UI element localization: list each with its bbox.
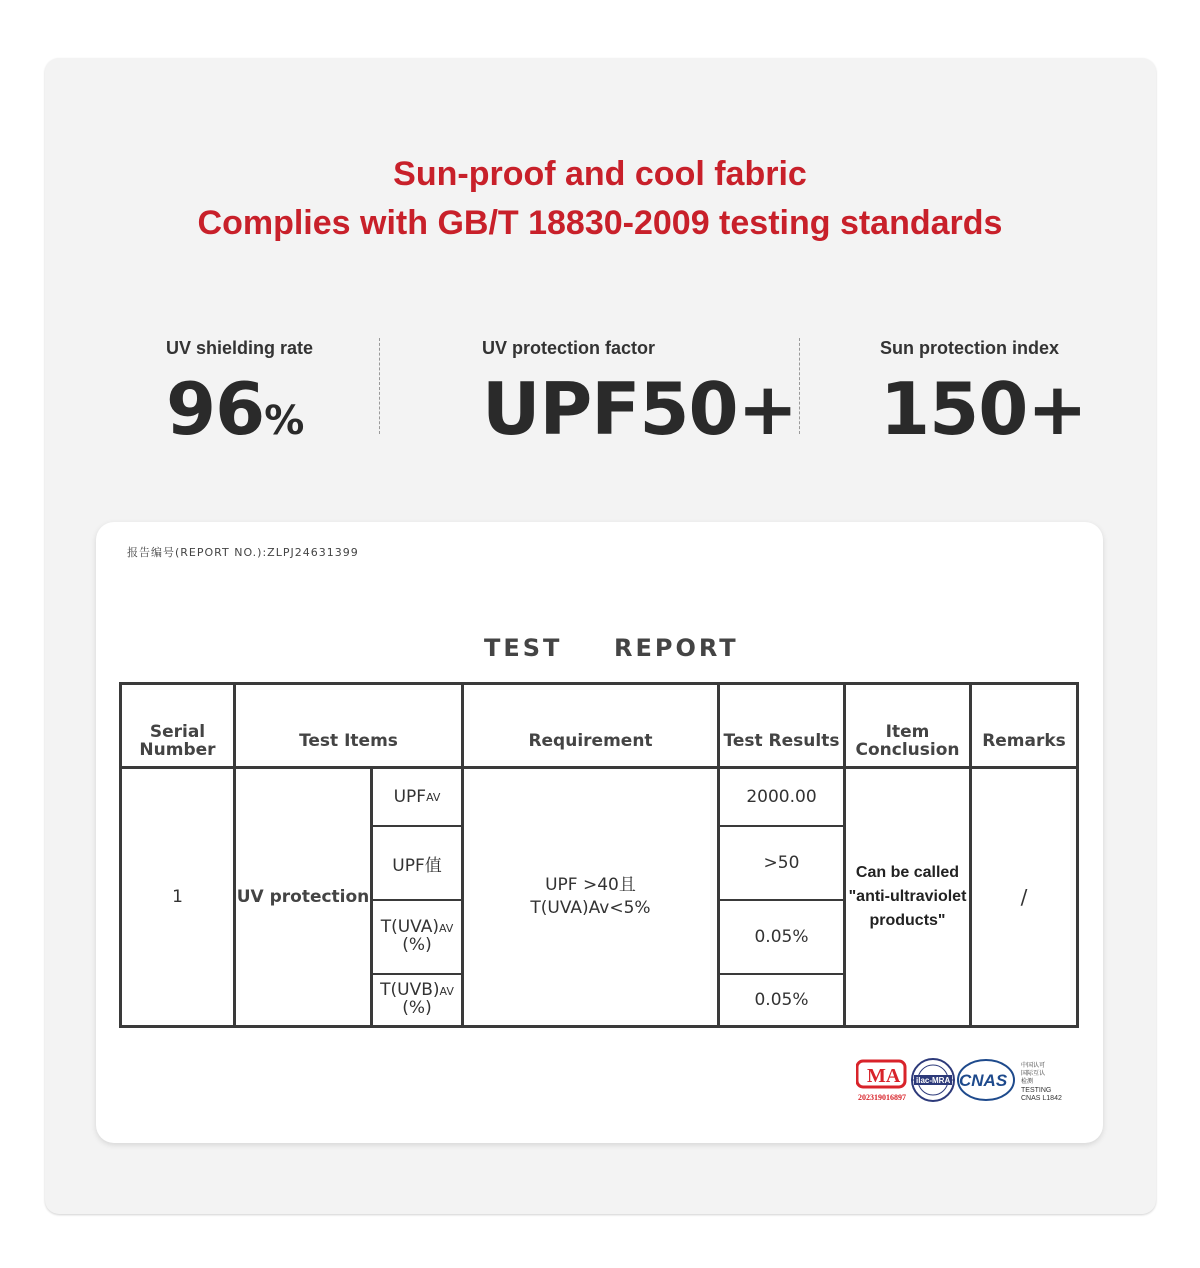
- cell-result-uvb: 0.05%: [754, 990, 809, 1010]
- sub-item-main: UPF: [393, 787, 427, 807]
- svg-text:TESTING: TESTING: [1021, 1087, 1052, 1094]
- cell-test-item: UV protection: [236, 887, 370, 907]
- stat-label: UV shielding rate: [166, 338, 314, 358]
- column-header-serial-number: [122, 717, 233, 767]
- svg-text:202319016897: 202319016897: [858, 1093, 906, 1102]
- stat-uv-protection-factor: [482, 338, 797, 451]
- sub-item-unit: (%): [402, 998, 432, 1018]
- header-text: Item: [885, 722, 930, 743]
- column-header-requirement: Requirement: [528, 731, 653, 752]
- test-results-table: [119, 682, 1079, 1028]
- sub-item-subscript: AV: [439, 985, 454, 999]
- header-text: Serial: [149, 722, 206, 743]
- column-header-item-conclusion: [846, 717, 969, 767]
- report-heading-test: TEST: [484, 634, 563, 662]
- certification-logos-graphic: [856, 1058, 1066, 1106]
- stat-divider: [799, 338, 800, 434]
- page-subtitle: Complies with GB/T 18830-2009 testing standards: [197, 204, 1003, 242]
- svg-text:检测: 检测: [1021, 1078, 1034, 1085]
- column-header-test-items: Test Items: [299, 731, 398, 752]
- header-text: Number: [139, 740, 216, 760]
- stat-value: UPF50+: [482, 367, 797, 451]
- requirement-line: T(UVA)Av<5%: [530, 898, 651, 918]
- stat-value: 150+: [880, 367, 1087, 451]
- cell-sub-item-uva: [373, 901, 461, 973]
- header-text: Conclusion: [855, 740, 960, 760]
- cell-result-uva: 0.05%: [754, 927, 809, 947]
- cma-logo: [857, 1061, 906, 1102]
- cell-remarks: /: [1020, 885, 1028, 909]
- svg-text:ilac-MRA: ilac-MRA: [916, 1076, 951, 1085]
- stat-label: UV protection factor: [482, 338, 656, 358]
- conclusion-line: Can be called: [855, 864, 960, 881]
- conclusion-line: "anti-ultraviolet: [848, 888, 967, 905]
- certification-logos: [856, 1058, 1066, 1106]
- cell-item-conclusion: [846, 769, 969, 1025]
- sub-item-subscript: AV: [426, 790, 441, 804]
- svg-text:MA: MA: [867, 1065, 901, 1087]
- stat-value: [166, 367, 313, 451]
- sub-item-unit: (%): [402, 935, 432, 955]
- sub-item-subscript: AV: [438, 922, 454, 936]
- stat-number: 96: [166, 367, 265, 451]
- requirement-line: UPF >40且: [545, 875, 636, 896]
- cell-sub-item-uvb: [373, 975, 461, 1025]
- page-title: Sun-proof and cool fabric: [393, 155, 807, 193]
- cell-result-upf-value: >50: [763, 853, 800, 873]
- stat-uv-shielding: [166, 338, 314, 451]
- sub-item-main: T(UVA): [380, 917, 439, 938]
- column-header-remarks: Remarks: [982, 731, 1066, 752]
- cell-sub-item-upf-value: UPF值: [392, 855, 442, 876]
- cell-serial-number: 1: [172, 887, 183, 907]
- cell-sub-item-upf-av: [373, 769, 461, 825]
- svg-text:CNAS L1842: CNAS L1842: [1021, 1095, 1062, 1102]
- column-header-test-results: Test Results: [723, 731, 840, 752]
- stat-label: Sun protection index: [880, 338, 1060, 358]
- stat-divider: [379, 338, 380, 434]
- cell-result-upf-av: 2000.00: [746, 787, 817, 807]
- stat-sun-protection-index: [880, 338, 1087, 451]
- cell-requirement: [464, 769, 717, 1025]
- sub-item-main: T(UVB): [380, 980, 440, 1001]
- cnas-text: [1021, 1061, 1062, 1102]
- conclusion-line: products": [869, 912, 946, 929]
- ilac-mra-logo: [912, 1059, 954, 1101]
- svg-text:国际互认: 国际互认: [1021, 1070, 1046, 1077]
- svg-text:CNAS: CNAS: [959, 1071, 1008, 1090]
- report-heading-report: REPORT: [614, 634, 739, 662]
- stat-unit: %: [264, 398, 304, 444]
- report-number: 报告编号(REPORT NO.):ZLPJ24631399: [127, 546, 359, 559]
- cnas-logo: [958, 1060, 1014, 1100]
- svg-text:中国认可: 中国认可: [1021, 1062, 1046, 1069]
